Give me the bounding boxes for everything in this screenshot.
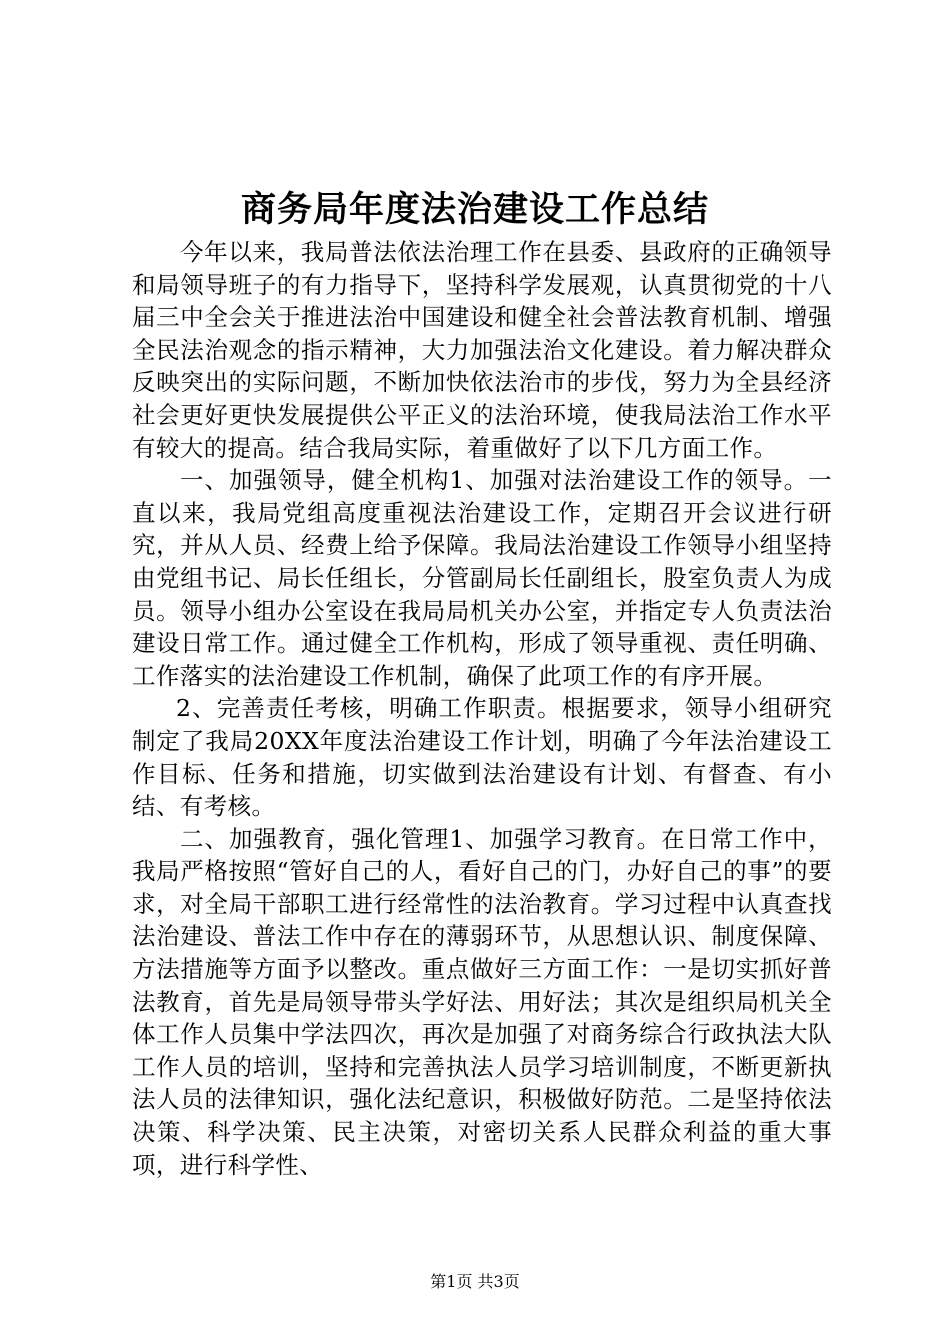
paragraph-section-two: 二、加强教育，强化管理1、加强学习教育。在日常工作中，我局严格按照“管好自己的人，看好自己的门，办好自己的事”的要求，对全局干部职工进行经常性的法治教育。学习过程中认真查找法治建设、普法工作中存在的薄弱环节，从思想认识、制度保障、方法措施等方面予以整改。重点做好三方面工作：一是切实抓好普法教育，首先是局领导带头学好法、用好法；其次是组织局机关全体工作人员集中学法四次，再次是加强了对商务综合行政执法大队工作人员的培训，坚持和完善执法人员学习培训制度，不断更新执法人员的法律知识，强化法纪意识，积极做好防范。二是坚持依法决策、科学决策、民主决策，对密切关系人民群众利益的重大事项，进行科学性、 [132, 824, 832, 1179]
paragraph-responsibility: 2、完善责任考核，明确工作职责。根据要求，领导小组研究制定了我局20XX年度法治建设工作计划，明确了今年法治建设工作目标、任务和措施，切实做到法治建设有计划、有督查、有小结、有考核。 [132, 694, 832, 821]
document-title: 商务局年度法治建设工作总结 [240, 189, 709, 230]
paragraph-intro: 今年以来，我局普法依法治理工作在县委、县政府的正确领导和局领导班子的有力指导下，坚持科学发展观，认真贯彻党的十八届三中全会关于推进法治中国建设和健全社会普法教育机制、增强全民法治观念的指示精神，大力加强法治文化建设。着力解决群众反映突出的实际问题，不断加快依法治市的步伐，努力为全县经济社会更好更快发展提供公平正义的法治环境，使我局法治工作水平有较大的提高。结合我局实际，着重做好了以下几方面工作。 [132, 238, 832, 462]
paragraph-section-one: 一、加强领导，健全机构1、加强对法治建设工作的领导。一直以来，我局党组高度重视法治建设工作，定期召开会议进行研究，并从人员、经费上给予保障。我局法治建设工作领导小组坚持由党组书记、局长任组长，分管副局长任副组长，股室负责人为成员。领导小组办公室设在我局局机关办公室，并指定专人负责法治建设日常工作。通过健全工作机构，形成了领导重视、责任明确、工作落实的法治建设工作机制，确保了此项工作的有序开展。 [132, 466, 832, 690]
document-body [132, 236, 832, 1181]
page-number-footer: 第1页 共3页 [430, 1272, 520, 1291]
